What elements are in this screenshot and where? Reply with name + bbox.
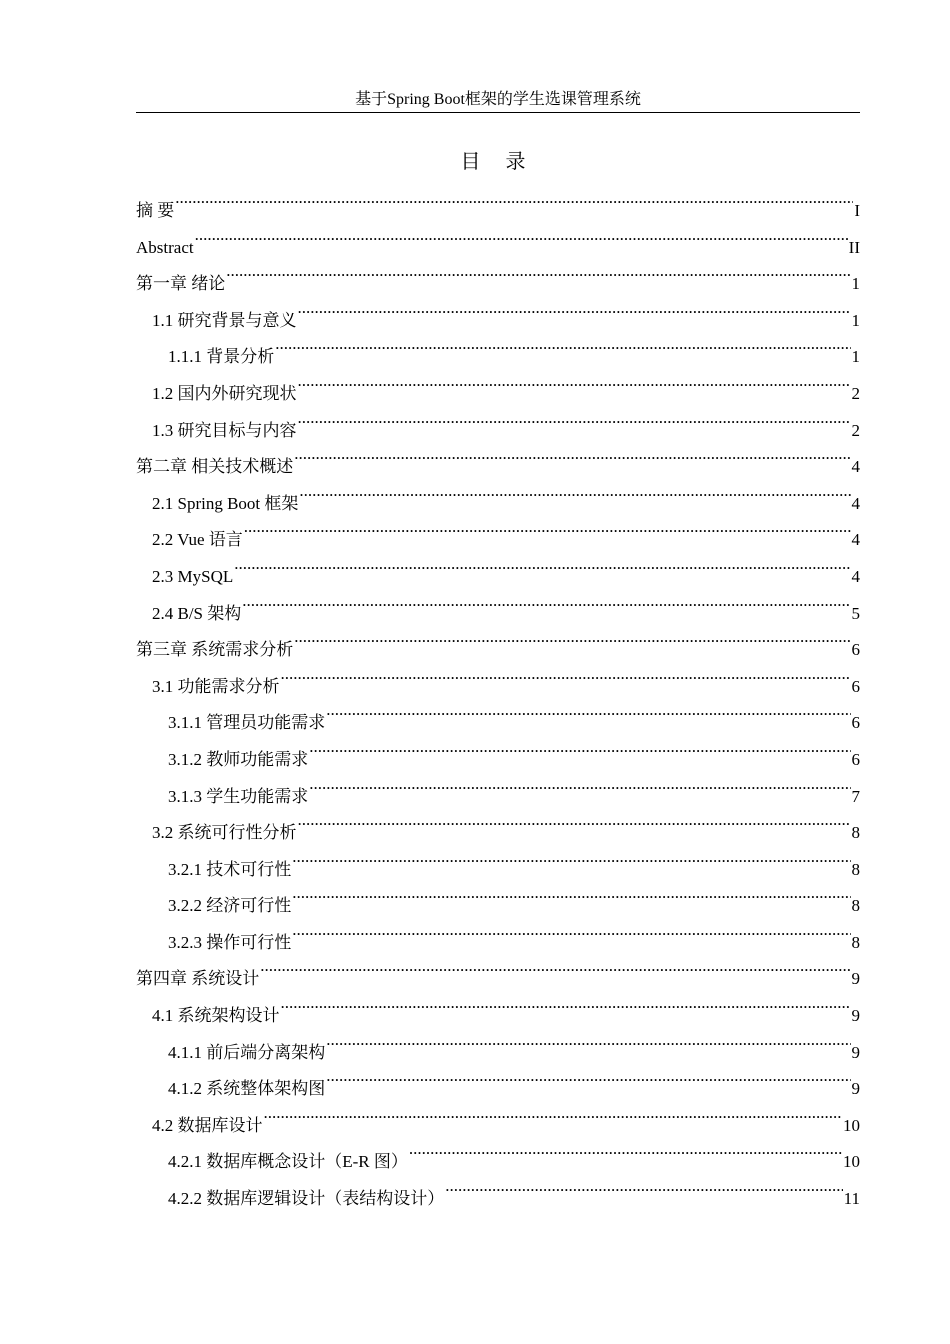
- toc-entry-page: 8: [851, 859, 860, 879]
- toc-entry[interactable]: [136, 961, 860, 998]
- toc-leader-dots: [298, 818, 851, 838]
- toc-entry-page: 9: [851, 969, 860, 989]
- toc-leader-dots: [326, 708, 850, 728]
- toc-leader-dots: [298, 306, 851, 326]
- toc-entry-label: 2.4 B/S 架构: [152, 603, 242, 623]
- toc-leader-dots: [175, 196, 853, 216]
- toc-entry-label: 1.2 国内外研究现状: [152, 383, 297, 403]
- toc-entry[interactable]: [136, 1035, 860, 1072]
- toc-entry[interactable]: [136, 1181, 860, 1218]
- toc-entry[interactable]: [136, 632, 860, 669]
- toc-entry-label: 3.1 功能需求分析: [152, 676, 280, 696]
- toc-entry-page: 9: [851, 1079, 860, 1099]
- toc-entry-label: 3.2 系统可行性分析: [152, 823, 297, 843]
- toc-entry-label: 4.2.2 数据库逻辑设计（表结构设计）: [168, 1189, 445, 1209]
- toc-entry-page: 1: [851, 347, 860, 367]
- toc-leader-dots: [326, 1074, 850, 1094]
- toc-entry-page: 8: [851, 823, 860, 843]
- toc-entry-label: 3.1.2 教师功能需求: [168, 749, 309, 769]
- toc-entry[interactable]: [136, 669, 860, 706]
- toc-entry-page: 9: [851, 1042, 860, 1062]
- toc-entry-label: 4.1 系统架构设计: [152, 1006, 280, 1026]
- toc-entry[interactable]: [136, 925, 860, 962]
- toc-entry[interactable]: [136, 449, 860, 486]
- toc-entry[interactable]: [136, 815, 860, 852]
- toc-entry[interactable]: [136, 486, 860, 523]
- toc-entry-page: 11: [843, 1189, 860, 1209]
- toc-entry-page: 4: [851, 457, 860, 477]
- toc-leader-dots: [264, 1111, 843, 1131]
- toc-entry[interactable]: [136, 852, 860, 889]
- toc-entry[interactable]: [136, 193, 860, 230]
- toc-entry-page: 2: [851, 420, 860, 440]
- toc-entry-label: 摘 要: [136, 201, 175, 220]
- toc-entry[interactable]: [136, 230, 860, 267]
- toc-entry-label: 4.1.1 前后端分离架构: [168, 1042, 326, 1062]
- toc-entry-page: 6: [851, 676, 860, 696]
- toc-leader-dots: [298, 379, 851, 399]
- toc-leader-dots: [242, 599, 850, 619]
- toc-entry-page: 6: [851, 749, 860, 769]
- toc-entry-page: 6: [851, 640, 860, 660]
- toc-entry-page: I: [854, 201, 860, 220]
- toc-leader-dots: [292, 928, 850, 948]
- toc-leader-dots: [309, 782, 850, 802]
- toc-leader-dots: [299, 489, 850, 509]
- toc-leader-dots: [445, 1184, 842, 1204]
- toc-entry-page: 2: [851, 383, 860, 403]
- toc-entry[interactable]: [136, 1144, 860, 1181]
- toc-entry-page: 8: [851, 932, 860, 952]
- toc-entry-label: Abstract: [136, 237, 194, 257]
- toc-leader-dots: [195, 233, 848, 253]
- toc-entry-label: 3.1.3 学生功能需求: [168, 786, 309, 806]
- toc-entry[interactable]: [136, 522, 860, 559]
- toc-entry-label: 第三章 系统需求分析: [136, 640, 294, 660]
- running-header: 基于Spring Boot框架的学生选课管理系统: [355, 91, 641, 108]
- toc-leader-dots: [226, 269, 850, 289]
- toc-entry-page: 4: [851, 493, 860, 513]
- toc-leader-dots: [234, 562, 850, 582]
- toc-leader-dots: [294, 635, 850, 655]
- toc-leader-dots: [244, 525, 851, 545]
- toc-entry-page: 7: [851, 786, 860, 806]
- toc-leader-dots: [292, 891, 850, 911]
- toc-leader-dots: [409, 1147, 842, 1167]
- toc-entry-label: 4.2.1 数据库概念设计（E-R 图）: [168, 1152, 408, 1172]
- toc-entry[interactable]: [136, 998, 860, 1035]
- toc-entry[interactable]: [136, 705, 860, 742]
- toc-entry-label: 第四章 系统设计: [136, 969, 260, 989]
- toc-leader-dots: [298, 416, 851, 436]
- toc-entry-page: 4: [851, 566, 860, 586]
- toc-entry[interactable]: [136, 266, 860, 303]
- toc-entry-label: 1.1 研究背景与意义: [152, 310, 297, 330]
- toc-entry-label: 第二章 相关技术概述: [136, 457, 294, 477]
- toc-entry-page: 4: [851, 530, 860, 550]
- header-rule: [136, 112, 860, 113]
- toc-entry[interactable]: [136, 596, 860, 633]
- toc-entry-label: 3.2.1 技术可行性: [168, 859, 292, 879]
- toc-title: 目 录: [460, 151, 536, 173]
- toc-entry-page: 1: [851, 310, 860, 330]
- toc-entry[interactable]: [136, 413, 860, 450]
- toc-entry-page: 5: [851, 603, 860, 623]
- toc-leader-dots: [309, 745, 850, 765]
- toc-entry[interactable]: [136, 742, 860, 779]
- toc-entry[interactable]: [136, 779, 860, 816]
- toc-entry-page: 6: [851, 713, 860, 733]
- toc-leader-dots: [260, 964, 850, 984]
- toc-entry[interactable]: [136, 1071, 860, 1108]
- toc-leader-dots: [275, 342, 850, 362]
- toc-entry-page: 10: [843, 1152, 860, 1172]
- toc-entry-label: 3.2.3 操作可行性: [168, 932, 292, 952]
- toc-entry-label: 2.2 Vue 语言: [152, 530, 243, 550]
- toc-entry-label: 4.2 数据库设计: [152, 1115, 263, 1135]
- toc-leader-dots: [292, 855, 850, 875]
- toc-entry-page: 8: [851, 896, 860, 916]
- toc-entry[interactable]: [136, 559, 860, 596]
- toc-entry-page: 1: [851, 274, 860, 294]
- toc-entry[interactable]: [136, 376, 860, 413]
- toc-entry-page: 10: [843, 1115, 860, 1135]
- toc-entry-label: 2.1 Spring Boot 框架: [152, 493, 299, 513]
- toc-entry[interactable]: [136, 303, 860, 340]
- toc-entry-label: 4.1.2 系统整体架构图: [168, 1079, 326, 1099]
- table-of-contents: [136, 193, 860, 1218]
- toc-entry-label: 3.1.1 管理员功能需求: [168, 713, 326, 733]
- toc-entry-page: II: [848, 237, 860, 257]
- toc-entry-page: 9: [851, 1006, 860, 1026]
- toc-leader-dots: [281, 1001, 851, 1021]
- toc-leader-dots: [294, 452, 850, 472]
- toc-entry[interactable]: [136, 888, 860, 925]
- toc-leader-dots: [326, 1038, 850, 1058]
- toc-leader-dots: [281, 672, 851, 692]
- toc-entry-label: 3.2.2 经济可行性: [168, 896, 292, 916]
- toc-entry-label: 1.3 研究目标与内容: [152, 420, 297, 440]
- toc-entry[interactable]: [136, 339, 860, 376]
- toc-entry-label: 第一章 绪论: [136, 274, 226, 294]
- toc-entry[interactable]: [136, 1108, 860, 1145]
- toc-entry-label: 2.3 MySQL: [152, 566, 234, 586]
- toc-entry-label: 1.1.1 背景分析: [168, 347, 275, 367]
